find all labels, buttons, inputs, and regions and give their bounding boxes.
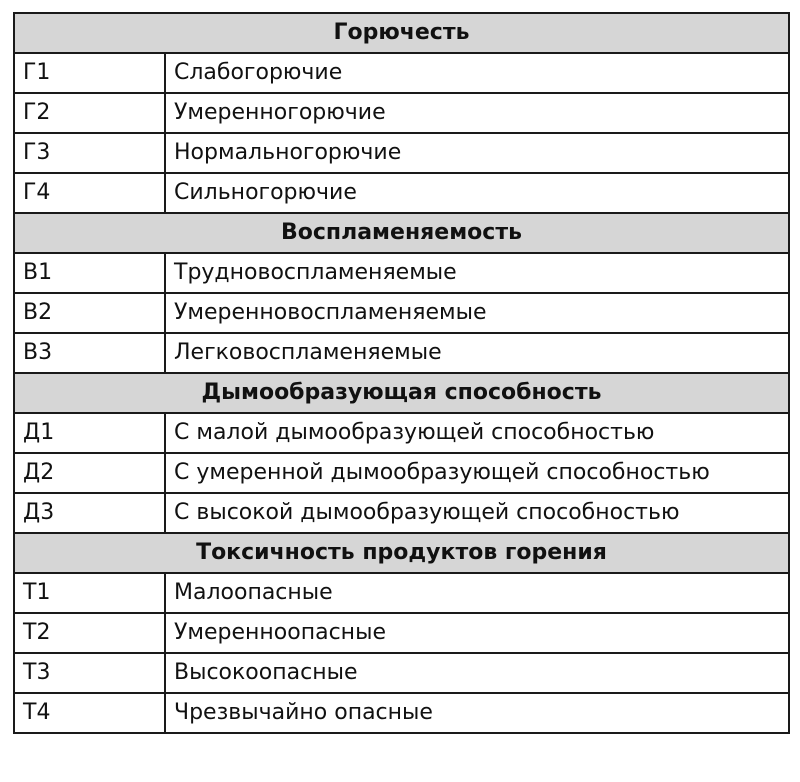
section-header-ignitability: [14, 213, 789, 253]
class-description: Трудновоспламеняемые: [165, 253, 789, 293]
class-code: Г3: [14, 133, 165, 173]
class-description: Малоопасные: [165, 573, 789, 613]
section-title: Горючесть: [14, 13, 789, 53]
class-description: Нормальногорючие: [165, 133, 789, 173]
class-description: Умеренноопасные: [165, 613, 789, 653]
class-description: Чрезвычайно опасные: [165, 693, 789, 733]
table-row: [14, 93, 789, 133]
class-code: Г2: [14, 93, 165, 133]
class-code: Д3: [14, 493, 165, 533]
section-title: Воспламеняемость: [14, 213, 789, 253]
table-row: [14, 133, 789, 173]
class-code: Г4: [14, 173, 165, 213]
class-code: Г1: [14, 53, 165, 93]
table-row: [14, 253, 789, 293]
classification-table-container: [13, 12, 788, 734]
table-row: [14, 693, 789, 733]
table-row: [14, 293, 789, 333]
table-row: [14, 493, 789, 533]
table-row: [14, 613, 789, 653]
table-row: [14, 653, 789, 693]
class-code: Т4: [14, 693, 165, 733]
table-row: [14, 333, 789, 373]
class-description: С умеренной дымообразующей способностью: [165, 453, 789, 493]
classification-table: [13, 12, 790, 734]
class-code: Д1: [14, 413, 165, 453]
class-code: В2: [14, 293, 165, 333]
section-title: Токсичность продуктов горения: [14, 533, 789, 573]
class-description: Слабогорючие: [165, 53, 789, 93]
class-code: Д2: [14, 453, 165, 493]
class-code: В3: [14, 333, 165, 373]
table-row: [14, 173, 789, 213]
class-description: С высокой дымообразующей способностью: [165, 493, 789, 533]
table-row: [14, 413, 789, 453]
class-description: С малой дымообразующей способностью: [165, 413, 789, 453]
class-description: Умеренногорючие: [165, 93, 789, 133]
class-code: Т1: [14, 573, 165, 613]
class-code: В1: [14, 253, 165, 293]
section-header-combustion-toxicity: [14, 533, 789, 573]
section-title: Дымообразующая способность: [14, 373, 789, 413]
class-description: Высокоопасные: [165, 653, 789, 693]
class-code: Т2: [14, 613, 165, 653]
class-description: Легковоспламеняемые: [165, 333, 789, 373]
table-row: [14, 453, 789, 493]
section-header-smoke-generation: [14, 373, 789, 413]
class-description: Сильногорючие: [165, 173, 789, 213]
class-description: Умеренновоспламеняемые: [165, 293, 789, 333]
class-code: Т3: [14, 653, 165, 693]
section-header-flammability: [14, 13, 789, 53]
table-row: [14, 573, 789, 613]
table-row: [14, 53, 789, 93]
